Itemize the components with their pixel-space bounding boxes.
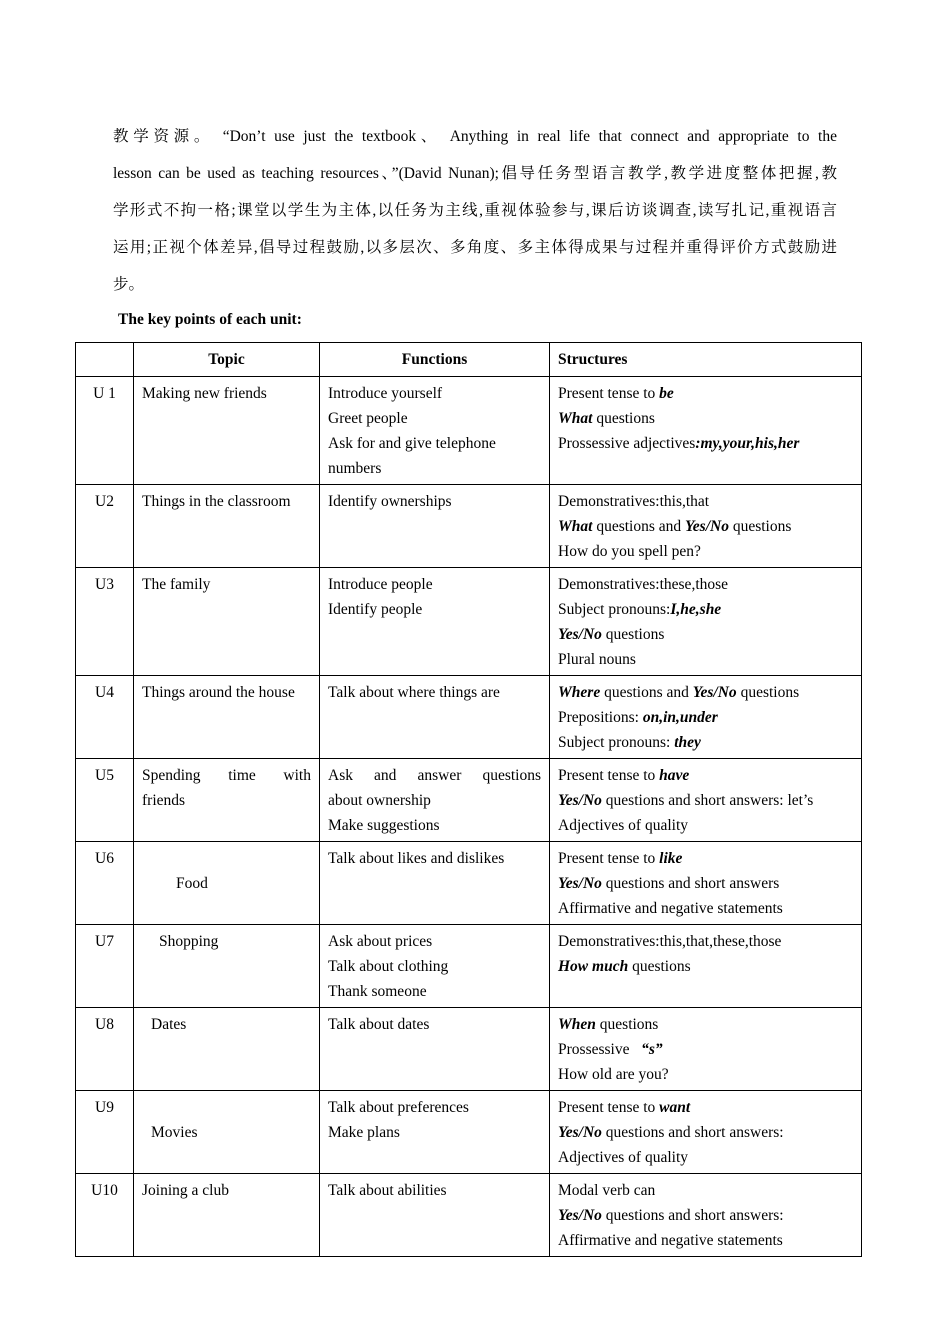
unit-cell: U10 — [76, 1174, 134, 1257]
structure-keyword: Yes/No — [558, 792, 602, 809]
structure-keyword: on,in,under — [642, 709, 718, 726]
structure-keyword: be — [659, 385, 674, 402]
functions-cell — [320, 842, 550, 925]
structure-text: Present tense to — [558, 767, 660, 784]
structure-keyword: :my,your,his,her — [695, 435, 800, 452]
structure-line — [558, 954, 853, 979]
structure-line — [558, 622, 853, 647]
topic-cell — [134, 377, 320, 485]
functions-cell — [320, 1091, 550, 1174]
intro-line: 学形式不拘一格;课堂以学生为主体,以任务为主线,重视体验参与,课后访谈调查,读写扎记,重视语言 — [113, 202, 837, 219]
functions-line: about ownership — [328, 792, 431, 809]
structure-text: questions — [601, 626, 665, 643]
structures-cell — [550, 676, 862, 759]
unit-cell: U7 — [76, 925, 134, 1008]
functions-line: Make plans — [328, 1124, 400, 1141]
structure-line — [558, 788, 853, 813]
structure-line — [558, 406, 853, 431]
functions-cell — [320, 925, 550, 1008]
structure-text: questions — [728, 518, 792, 535]
structure-text: Subject pronouns: — [558, 734, 675, 751]
table-row — [76, 676, 862, 759]
functions-line: Ask about prices — [328, 933, 433, 950]
functions-line: Thank someone — [328, 983, 427, 1000]
structures-cell — [550, 568, 862, 676]
structure-line — [558, 730, 853, 755]
topic-line: Dates — [151, 1016, 187, 1033]
structure-keyword: they — [674, 734, 701, 751]
structure-keyword: “s” — [641, 1041, 663, 1058]
structure-text: Demonstratives:this,that — [558, 493, 710, 510]
unit-key-points-table — [75, 342, 862, 1257]
structure-line — [558, 381, 853, 406]
structure-line — [558, 1120, 853, 1145]
structure-keyword: How much — [558, 958, 629, 975]
table-row — [76, 377, 862, 485]
intro-line: lesson can be used as teaching resources、”(David Nunan);倡导任务型语言教学,教学进度整体把握,教 — [113, 165, 837, 182]
structure-text: Affirmative and negative statements — [558, 900, 783, 917]
table-row — [76, 1008, 862, 1091]
structure-text: Present tense to — [558, 850, 660, 867]
topic-line: Movies — [151, 1124, 198, 1141]
functions-line: Talk about likes and dislikes — [328, 850, 505, 867]
functions-cell — [320, 568, 550, 676]
section-heading: The key points of each unit: — [118, 311, 302, 328]
structure-keyword: want — [659, 1099, 691, 1116]
structure-keyword: What — [558, 410, 593, 427]
topic-cell — [134, 925, 320, 1008]
topic-cell — [134, 842, 320, 925]
structure-line — [558, 1228, 853, 1253]
structure-keyword: What — [558, 518, 593, 535]
intro-line: 运用;正视个体差异,倡导过程鼓励,以多层次、多角度、多主体得成果与过程并重得评价方式鼓励进 — [113, 239, 837, 256]
functions-line: numbers — [328, 460, 382, 477]
topic-line: Food — [176, 875, 208, 892]
functions-cell — [320, 485, 550, 568]
structure-text: questions — [592, 410, 655, 427]
structures-cell — [550, 1174, 862, 1257]
topic-cell — [134, 1174, 320, 1257]
structure-text: Plural nouns — [558, 651, 636, 668]
structure-text: Present tense to — [558, 385, 660, 402]
topic-cell — [134, 676, 320, 759]
structures-cell — [550, 759, 862, 842]
structure-line — [558, 572, 853, 597]
functions-cell — [320, 377, 550, 485]
structure-keyword: When — [558, 1016, 596, 1033]
structure-text: Demonstratives:these,those — [558, 576, 729, 593]
unit-cell: U5 — [76, 759, 134, 842]
unit-cell: U9 — [76, 1091, 134, 1174]
table-row — [76, 568, 862, 676]
unit-cell: U8 — [76, 1008, 134, 1091]
topic-line: The family — [142, 576, 211, 593]
topic-line: friends — [142, 792, 186, 809]
structure-keyword: Yes/No — [558, 875, 602, 892]
structure-line — [558, 1178, 853, 1203]
structure-line — [558, 431, 853, 456]
structure-line — [558, 1037, 853, 1062]
header-functions: Functions — [320, 343, 550, 377]
structure-keyword: like — [659, 850, 683, 867]
table-row — [76, 842, 862, 925]
functions-cell — [320, 1174, 550, 1257]
topic-line: Things in the classroom — [142, 493, 291, 510]
intro-line: 步。 — [113, 276, 145, 293]
structure-text: Subject pronouns: — [558, 601, 671, 618]
structure-text: Adjectives of quality — [558, 1149, 688, 1166]
structure-line — [558, 1203, 853, 1228]
unit-cell: U2 — [76, 485, 134, 568]
unit-cell: U4 — [76, 676, 134, 759]
topic-cell — [134, 485, 320, 568]
topic-line: Spending time with — [142, 767, 311, 784]
structure-text: questions and short answers: let’s — [601, 792, 814, 809]
structure-keyword: Yes/No — [692, 684, 737, 701]
header-topic: Topic — [134, 343, 320, 377]
structure-text: questions and — [600, 684, 693, 701]
structures-cell — [550, 925, 862, 1008]
structure-text: Demonstratives:this,that,these,those — [558, 933, 782, 950]
structure-text: questions and short answers: — [601, 1207, 784, 1224]
structure-line — [558, 489, 853, 514]
structure-keyword: Yes/No — [558, 1124, 602, 1141]
structure-line — [558, 514, 853, 539]
structure-text: Affirmative and negative statements — [558, 1232, 783, 1249]
functions-line: Identify people — [328, 601, 423, 618]
structure-line — [558, 1012, 853, 1037]
structure-line — [558, 763, 853, 788]
structure-keyword: have — [659, 767, 690, 784]
structure-text: questions and — [592, 518, 686, 535]
functions-line: Talk about where things are — [328, 684, 500, 701]
topic-line: Joining a club — [142, 1182, 229, 1199]
structure-line — [558, 705, 853, 730]
structures-cell — [550, 485, 862, 568]
functions-line: Introduce people — [328, 576, 433, 593]
functions-line: Ask and answer questions — [328, 767, 541, 784]
table-row — [76, 1091, 862, 1174]
structure-line — [558, 539, 853, 564]
unit-cell: U3 — [76, 568, 134, 676]
structure-keyword: Yes/No — [685, 518, 729, 535]
structures-cell — [550, 842, 862, 925]
structures-cell — [550, 377, 862, 485]
topic-line: Shopping — [159, 933, 219, 950]
topic-cell — [134, 568, 320, 676]
structure-text: Prossessive — [558, 1041, 642, 1058]
structure-line — [558, 1062, 853, 1087]
structure-text: questions — [628, 958, 691, 975]
table-row — [76, 925, 862, 1008]
table-row — [76, 759, 862, 842]
header-structures: Structures — [550, 343, 862, 377]
structure-line — [558, 929, 853, 954]
topic-cell — [134, 1008, 320, 1091]
structure-text: Modal verb can — [558, 1182, 656, 1199]
structure-line — [558, 1145, 853, 1170]
structure-keyword: Yes/No — [558, 626, 602, 643]
intro-paragraph — [113, 118, 837, 303]
functions-cell — [320, 759, 550, 842]
structure-line — [558, 647, 853, 672]
functions-line: Talk about clothing — [328, 958, 449, 975]
functions-cell — [320, 1008, 550, 1091]
table-row — [76, 485, 862, 568]
functions-line: Identify ownerships — [328, 493, 452, 510]
structure-line — [558, 597, 853, 622]
structure-text: questions — [595, 1016, 659, 1033]
functions-line: Make suggestions — [328, 817, 440, 834]
structure-text: Adjectives of quality — [558, 817, 688, 834]
structure-line — [558, 871, 853, 896]
header-unit — [76, 343, 134, 377]
functions-cell — [320, 676, 550, 759]
topic-cell — [134, 1091, 320, 1174]
structure-line — [558, 896, 853, 921]
intro-line: 教学资源。 “Don’t use just the textbook、 Anything in real life that connect and appropriate to the — [113, 128, 837, 145]
structure-line — [558, 680, 853, 705]
structure-text: questions — [736, 684, 800, 701]
table-row — [76, 1174, 862, 1257]
topic-line: Things around the house — [142, 684, 295, 701]
structures-cell — [550, 1008, 862, 1091]
topic-line: Making new friends — [142, 385, 267, 402]
functions-line: Introduce yourself — [328, 385, 443, 402]
structure-line — [558, 813, 853, 838]
unit-cell: U 1 — [76, 377, 134, 485]
table-header-row — [76, 343, 862, 377]
unit-cell: U6 — [76, 842, 134, 925]
structure-line — [558, 1095, 853, 1120]
functions-line: Talk about dates — [328, 1016, 430, 1033]
structure-keyword: Where — [558, 684, 601, 701]
structure-text: Present tense to — [558, 1099, 660, 1116]
topic-cell — [134, 759, 320, 842]
structure-text: questions and short answers — [601, 875, 780, 892]
functions-line: Ask for and give telephone — [328, 435, 496, 452]
functions-line: Talk about abilities — [328, 1182, 447, 1199]
functions-line: Talk about preferences — [328, 1099, 469, 1116]
structure-keyword: Yes/No — [558, 1207, 602, 1224]
functions-line: Greet people — [328, 410, 408, 427]
structure-line — [558, 846, 853, 871]
structure-text: Prepositions: — [558, 709, 643, 726]
structure-keyword: I,he,she — [670, 601, 722, 618]
structure-text: questions and short answers: — [601, 1124, 784, 1141]
structure-text: How old are you? — [558, 1066, 669, 1083]
structure-text: Prossessive adjectives — [558, 435, 696, 452]
structure-text: How do you spell pen? — [558, 543, 701, 560]
structures-cell — [550, 1091, 862, 1174]
